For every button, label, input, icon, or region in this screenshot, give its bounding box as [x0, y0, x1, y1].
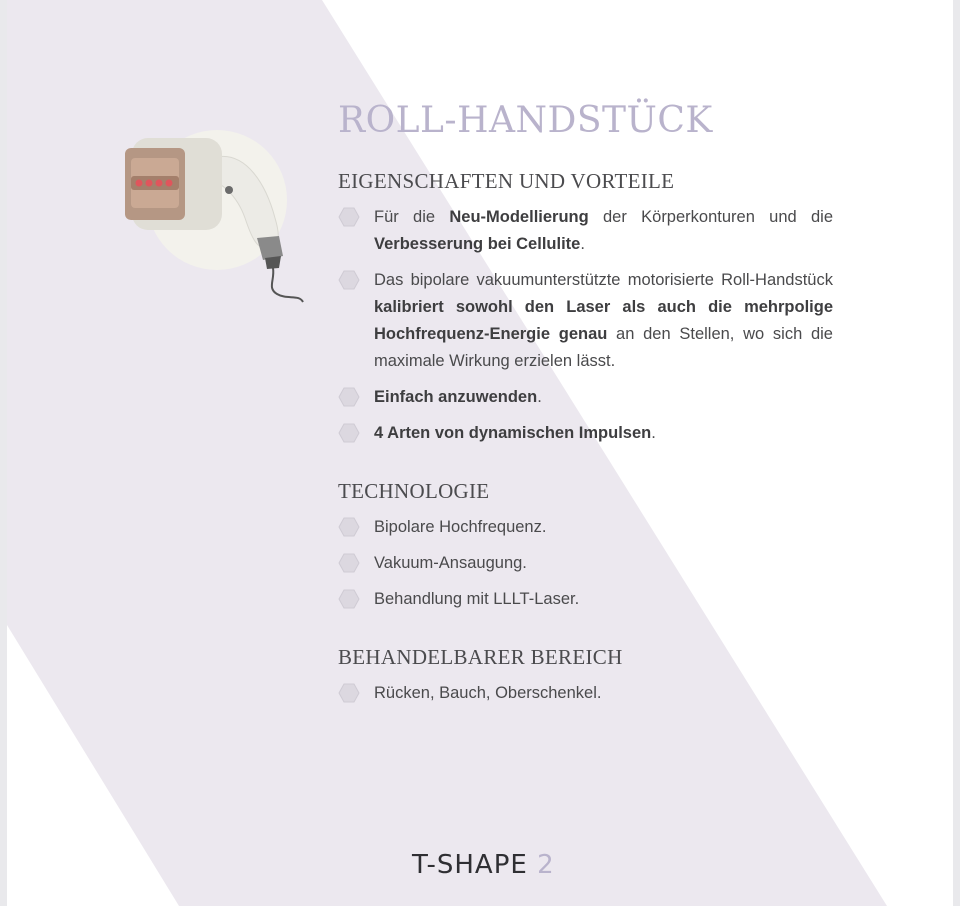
- section-area: [338, 645, 833, 707]
- technology-list: [338, 514, 833, 613]
- section-title-properties: EIGENSCHAFTEN UND VORTEILE: [338, 169, 675, 193]
- section-properties: [338, 169, 833, 447]
- brand-logo: T-SHAPE 2: [412, 850, 555, 880]
- properties-list: [338, 204, 833, 447]
- hexagon-bullet-icon: [338, 207, 360, 227]
- list-item: Rücken, Bauch, Oberschenkel.: [338, 680, 833, 707]
- page-title: ROLL-HANDSTÜCK: [338, 100, 713, 141]
- list-item: Das bipolare vakuumunterstützte motorisierte Roll-Handstück kalibriert sowohl den Laser als auch die mehrpolige Hochfrequenz-Energie genau an den Stellen, wo sich die maximale Wirkung erzielen lässt.: [338, 267, 833, 375]
- section-technology: [338, 479, 833, 613]
- section-title-area: BEHANDELBARER BEREICH: [338, 645, 623, 669]
- list-item: Einfach anzuwenden.: [338, 384, 833, 411]
- list-item: Behandlung mit LLLT-Laser.: [338, 586, 833, 613]
- area-list: [338, 680, 833, 707]
- roll-handpiece-icon: [117, 118, 317, 308]
- list-item: Vakuum-Ansaugung.: [338, 550, 833, 577]
- hexagon-bullet-icon: [338, 387, 360, 407]
- hexagon-bullet-icon: [338, 270, 360, 290]
- hexagon-bullet-icon: [338, 683, 360, 703]
- hexagon-bullet-icon: [338, 589, 360, 609]
- list-item: Bipolare Hochfrequenz.: [338, 514, 833, 541]
- hexagon-bullet-icon: [338, 553, 360, 573]
- list-item: Für die Neu-Modellierung der Körperkonturen und die Verbesserung bei Cellulite.: [338, 204, 833, 258]
- section-title-technology: TECHNOLOGIE: [338, 479, 490, 503]
- hexagon-bullet-icon: [338, 517, 360, 537]
- hexagon-bullet-icon: [338, 423, 360, 443]
- list-item: 4 Arten von dynamischen Impulsen.: [338, 420, 833, 447]
- document-page: [7, 0, 953, 906]
- content-column: [338, 100, 833, 739]
